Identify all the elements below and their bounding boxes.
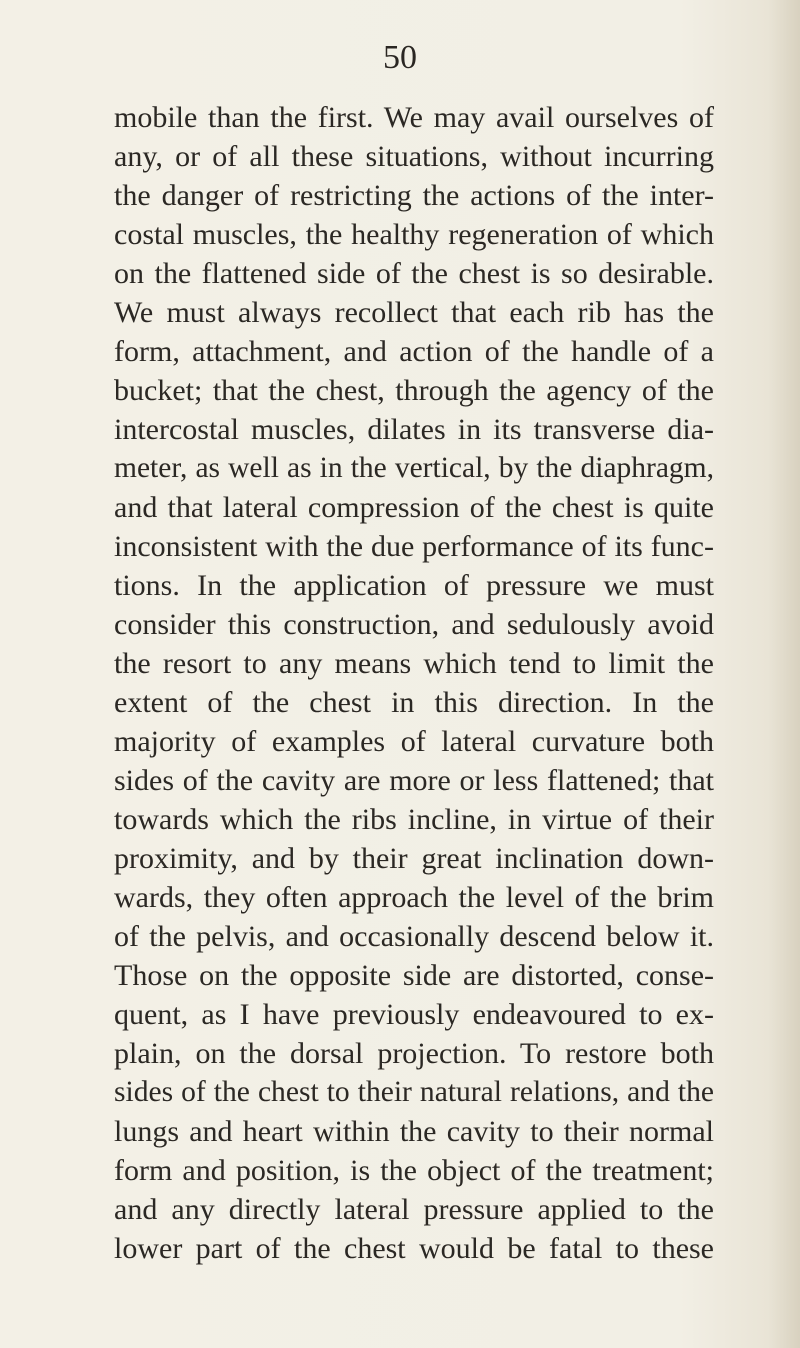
text-line: bucket; that the chest, through the agency of the [114, 374, 714, 407]
page-number: 50 [383, 39, 417, 76]
text-line: towards which the ribs incline, in virtue of their [114, 803, 714, 836]
text-line: form, attachment, and action of the handle of a [114, 335, 714, 368]
text-line: sides of the chest to their natural relations, and the [114, 1076, 714, 1108]
text-line: tions. In the application of pressure we must [114, 569, 714, 602]
text-line: and any directly lateral pressure applied to the [114, 1193, 714, 1226]
text-line: consider this construction, and sedulously avoid [114, 608, 714, 641]
text-line: sides of the cavity are more or less flattened; that [114, 764, 714, 797]
text-line: inconsistent with the due performance of its func- [114, 530, 714, 563]
text-line: form and position, is the object of the treatment; [114, 1154, 714, 1187]
text-line: We must always recollect that each rib has the [114, 296, 714, 329]
body-text [114, 98, 714, 1268]
text-line: the resort to any means which tend to limit the [114, 647, 714, 680]
text-line: and that lateral compression of the chest is quite [114, 491, 714, 524]
text-line: quent, as I have previously endeavoured to ex- [114, 998, 714, 1031]
text-line: of the pelvis, and occasionally descend below it. [114, 920, 714, 953]
text-line: costal muscles, the healthy regeneration of which [114, 218, 714, 251]
text-line: plain, on the dorsal projection. To restore both [114, 1037, 714, 1070]
text-line: lungs and heart within the cavity to their normal [114, 1115, 714, 1148]
text-line: majority of examples of lateral curvature both [114, 725, 714, 758]
text-line: meter, as well as in the vertical, by the diaphragm, [114, 452, 714, 484]
text-line: Those on the opposite side are distorted, conse- [114, 959, 714, 992]
text-line: proximity, and by their great inclination down- [114, 842, 714, 875]
text-line: any, or of all these situations, without incurring [114, 140, 714, 173]
text-line: wards, they often approach the level of the brim [114, 881, 714, 914]
text-line: lower part of the chest would be fatal to these [114, 1232, 714, 1265]
text-line: mobile than the first. We may avail ourselves of [114, 101, 714, 134]
text-line: extent of the chest in this direction. In the [114, 686, 714, 719]
text-line: on the flattened side of the chest is so desirable. [114, 257, 714, 290]
text-line: intercostal muscles, dilates in its transverse dia- [114, 413, 714, 446]
text-line: the danger of restricting the actions of the inter- [114, 179, 714, 212]
